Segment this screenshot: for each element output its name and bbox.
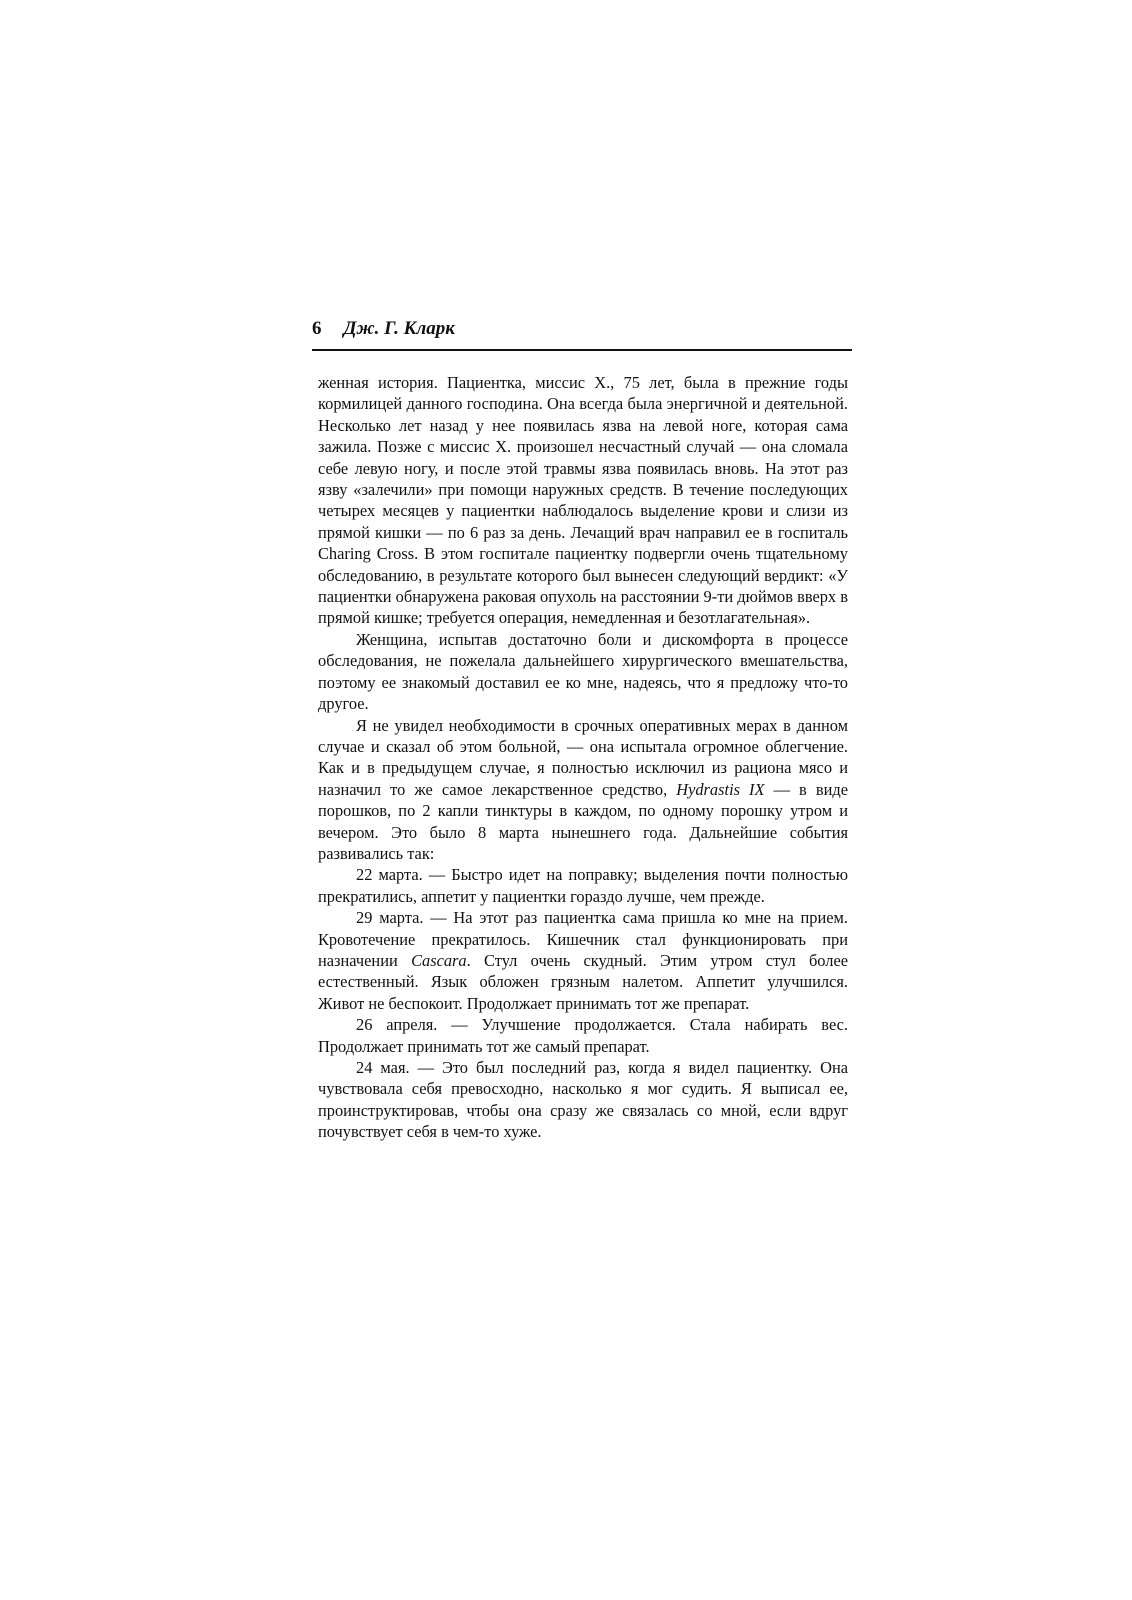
page-header xyxy=(312,318,852,348)
paragraph-text: Женщина, испытав достаточно боли и дискомфорта в процессе обследования, не пожелала дальнейшего хирургического вмешательства, поэтому ее знакомый доставил ее ко мне, надеясь, что я предложу что-то другое. xyxy=(318,629,848,714)
paragraph-text: — в виде порошков, по 2 капли тинктуры в каждом, по одному порошку утром и вечером. Это было 8 марта нынешнего года. Дальнейшие события развивались так: xyxy=(318,779,848,863)
paragraph-text: 26 апреля. — Улучшение продолжается. Стала набирать вес. Продолжает принимать тот же самый препарат. xyxy=(318,1015,848,1056)
header-rule xyxy=(312,349,852,351)
remedy-name: Hydrastis IX xyxy=(676,779,765,799)
diary-entry xyxy=(318,1014,848,1057)
paragraph-continuation xyxy=(318,372,848,629)
body-text xyxy=(318,372,848,1143)
diary-entry xyxy=(318,1057,848,1143)
paragraph-text: 24 мая. — Это был последний раз, когда я видел пациентку. Она чувствовала себя превосходно, насколько я мог судить. Я выписал ее, проинструктировав, чтобы она сразу же связалась со мной, если вдруг почувствует себя в чем-то хуже. xyxy=(318,1058,848,1142)
paragraph-text: Я не увидел необходимости в срочных оперативных мерах в данном случае и сказал об этом больной, — она испытала огромное облегчение. Как и в предыдущем случае, я полностью исключил из рациона мясо и назначил то же самое лекарственное средство, xyxy=(318,715,848,799)
diary-entry xyxy=(318,864,848,907)
paragraph xyxy=(318,629,848,715)
remedy-name: Cascara xyxy=(411,950,467,970)
paragraph-text: женная история. Пациентка, миссис X., 75 лет, была в прежние годы кормилицей данного господина. Она всегда была энергичной и деятельной. Несколько лет назад у нее появилась язва на левой ноге, которая сама зажила. Позже с миссис X. произошел несчастный случай — она сломала себе левую ногу, и после этой травмы язва появилась вновь. На этот раз язву «залечили» при помощи наружных средств. В течение последующих четырех месяцев у пациентки наблюдалось выделение крови и слизи из прямой кишки — по 6 раз за день. Лечащий врач направил ее в госпиталь Charing Cross. В этом госпитале пациентку подвергли очень тщательному обследованию, в результате которого был вынесен следующий вердикт: «У пациентки обнаружена раковая опухоль на расстоянии 9-ти дюймов вверх в прямой кишке; требуется операция, немедленная и безотлагательная». xyxy=(318,373,848,628)
page-number: 6 xyxy=(312,318,322,339)
paragraph-text: 29 марта. — На этот раз пациентка сама пришла ко мне на прием. Кровотечение прекратилось. Кишечник стал функционировать при назначении xyxy=(318,908,848,970)
diary-entry xyxy=(318,907,848,1014)
running-title: Дж. Г. Кларк xyxy=(343,318,455,339)
paragraph-text: . Стул очень скудный. Этим утром стул более естественный. Язык обложен грязным налетом. Аппетит улучшился. Живот не беспокоит. Продолжает принимать тот же препарат. xyxy=(318,950,848,1013)
paragraph xyxy=(318,715,848,865)
paragraph-text: 22 марта. — Быстро идет на поправку; выделения почти полностью прекратились, аппетит у пациентки гораздо лучше, чем прежде. xyxy=(318,865,848,906)
